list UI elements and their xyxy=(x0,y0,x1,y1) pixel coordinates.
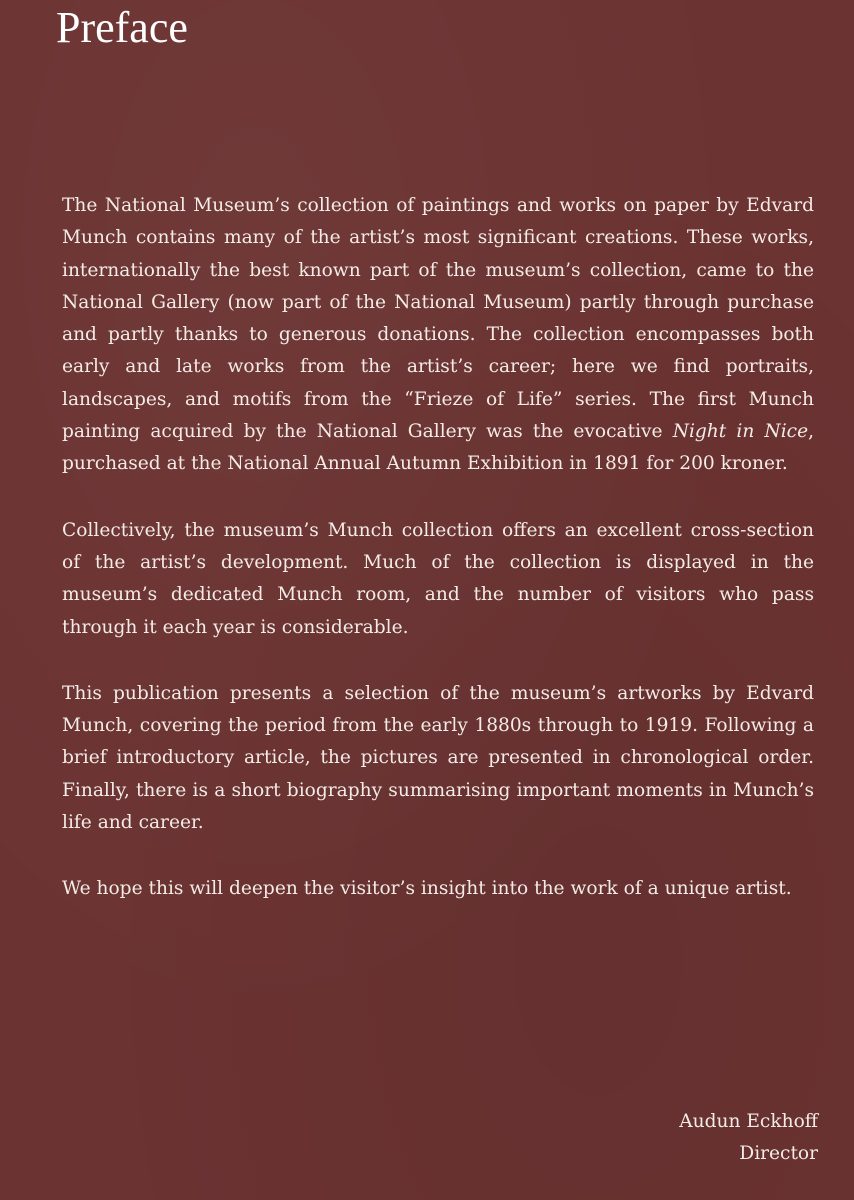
paragraph-3: This publication presents a selection of the museum’s artworks by Edvard Munch, covering the period from the early 1880s through to 1919. Following a brief introductory article, the pictures are presented in chronological order. Finally, there is a short biography summarising important moments in Munch’s life and career. xyxy=(62,682,814,834)
signature-name: Audun Eckhoff xyxy=(679,1111,818,1132)
paragraph-1-text-a: The National Museum’s collection of paintings and works on paper by Edvard Munch contains many of the artist’s most significant creations. These works, internationally the best known part of the museum’s collection, came to the National Gallery (now part of the National Museum) partly through purchase and partly thanks to generous donations. The collection encompasses both early and late works from the artist’s career; here we find portraits, landscapes, and motifs from the “Frieze of Life” series. The first Munch painting acquired by the National Gallery was the evocative xyxy=(62,195,814,443)
paragraph-1 xyxy=(62,190,814,481)
artwork-title: Night in Nice xyxy=(672,421,809,443)
preface-body xyxy=(62,190,814,906)
page-title: Preface xyxy=(56,3,188,52)
signature-block xyxy=(679,1106,818,1170)
signature-role: Director xyxy=(739,1143,818,1164)
paragraph-1-text-b: , purchased at the National Annual Autumn Exhibition in 1891 for 200 kroner. xyxy=(62,421,814,475)
paragraph-2: Collectively, the museum’s Munch collection offers an excellent cross-section of the artist’s development. Much of the collection is displayed in the museum’s dedicated Munch room, and the number of visitors who pass through it each year is considerable. xyxy=(62,519,814,638)
paragraph-4: We hope this will deepen the visitor’s insight into the work of a unique artist. xyxy=(62,878,792,900)
